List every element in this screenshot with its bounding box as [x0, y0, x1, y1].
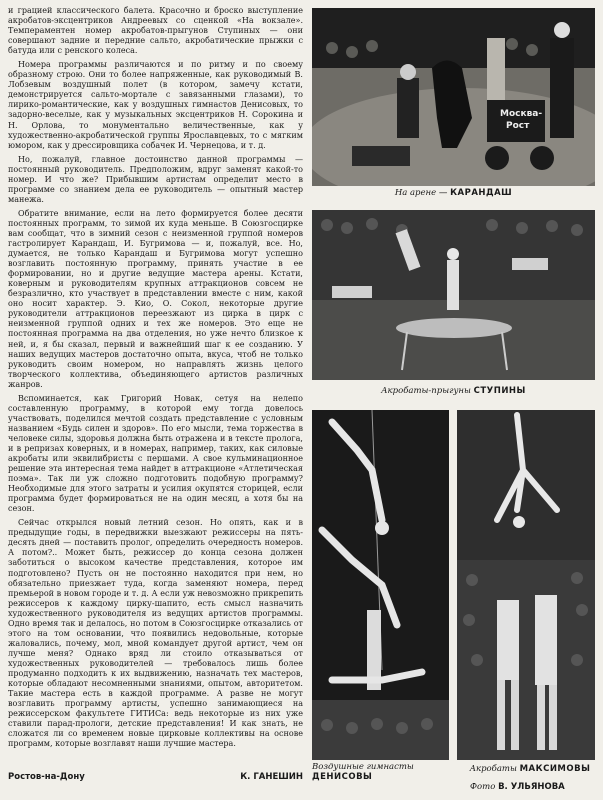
photo-maksimovy-scene — [457, 410, 595, 760]
photo-karandash — [312, 8, 595, 186]
cart-sign-line2: Рост — [506, 121, 530, 131]
photo-stupiny — [312, 210, 595, 380]
photo-denisovy-scene — [312, 410, 449, 760]
caption-karandash: На арене — КАРАНДАШ — [394, 188, 513, 198]
article-paragraph-4: Обратите внимание, если на лето формируется более десяти постоянных программ, то зимой их куда меньше. В Союзгосцирке вам сообщат, что в зимний сезон с неизменной группой номеров гастролирует Карандаш, И. Бугримова — и, пожалуй, все. Но, думается, не только Карандаш и Бугримова могут успешно возглавить постоянную программу, принять участие в ее формировании, но и другие ведущие мастера арены. Кстати, коверным и руководителям крупных аттракционов совсем не безразлично, кто участвует в представлении вместе с ним, какой оно носит характер. Э. Кио, О. Сокол, некоторые другие руководители аттракционов переезжают из цирка в цирк с неизменной группой одних и тех же номеров. Это еще не постоянная программа на два отделения, но уже нечто близкое к ней, и, я бы сказал, первый и важнейший шаг к ее созданию. У наших ведущих мастеров достаточно опыта, вкуса, чтоб не только руководить своим номером, но направлять жизнь целого творческого коллектива, объединяющего артистов различных жанров. — [8, 208, 303, 389]
dateline-city: Ростов-на-Дону — [8, 772, 85, 782]
article-paragraph-2: Номера программы различаются и по ритму и по своему образному строю. Они то более напряженные, как руководимый В. Лобзевым воздушный полет (в котором, замечу кстати, демонстрируется сальто-мортале с завязанными глазами), то лирико-романтические, как у воздушных гимнастов Денисовых, то задорно-веселые, как у музыкальных эксцентриков Н. Сорокина и Н. Орлова, то монументально величественные, как у художественно-акробатической группы Ярославцевых, то с мягким юмором, как у дрессировщика собачек И. Чернецова, и т. д. — [8, 60, 303, 150]
cart-sign-line1: Москва- — [500, 109, 543, 119]
article-paragraph-6: Сейчас открылся новый летний сезон. Но опять, как и в предыдущие годы, в передвижки выезжают режиссеры на пять-десять дней — поставить пролог, определить очередность номеров. А потом?.. Может быть, режиссер до конца сезона должен заботиться о высоком качестве представления, которое им подготовлено? Пусть он не постоянно находится при нем, но обязательно приезжает туда, когда заменяют номера, перед премьерой в новом городе и т. д. А если уж невозможно прикрепить режиссеров к каждому цирку-шапито, есть смысл назначить художественного руководителя из ведущих артистов программы. Одно время так и делалось, но потом в Союзгосцирке отказались от этого на том основании, что появились недовольные, которые жаловались, почему, мол, мной командует другой артист, чем он лучше меня? Однако вряд ли стоило отказываться от художественных руководителей — требовалось лишь более продуманно подходить к их выдвижению, назначать тех мастеров, которые обладают несомненными знаниями, опытом, авторитетом. Такие мастера есть в каждой программе. А разве не могут возглавить программу артисты, успешно занимающиеся на режиссерском факультете ГИТИСа: ведь некоторые из них уже ставили парад-прологи, детские представления! И как знать, не сложатся ли со временем новые цирковые коллективы на основе программ, которые возглавят наши лучшие мастера. — [8, 518, 303, 748]
caption-stupiny: Акробаты-прыгуны СТУПИНЫ — [381, 386, 526, 396]
photo-credit: Фото В. УЛЬЯНОВА — [470, 782, 565, 792]
article-paragraph-1: и грацией классического балета. Красочно и броско выступление акробатов-эксцентриков Андреевых со сценкой «На вокзале». Темпераментен номер акробатов-прыгунов Ступиных — они совершают задние и передние сальто, акробатические прыжки с батуда или с ренского колеса. — [8, 6, 303, 56]
article-paragraph-5: Вспоминается, как Григорий Новак, сетуя на нелепо составленную программу, в которой ему тогда довелось участвовать, поделился мечтой создать представление с условным названием «Будь силен и здоров». По его мысли, тема торжества в человеке силы, здоровья должна быть отражена и в тексте пролога, и в репризах коверных, и в номерах, например, таких, как силовые акробаты или эквилибристы с першами. А свое кульминационное решение эта интересная тема найдет в аттракционе «Атлетическая поэма». Так ли уж сложно подготовить подобную программу? Необходимые для этого затраты и усилия окупятся сторицей, если программа будет формироваться не на один месяц, а хотя бы на сезон. — [8, 393, 303, 514]
photo-denisovy — [312, 410, 449, 760]
photo-karandash-scene — [312, 8, 595, 186]
article-signature — [8, 772, 303, 786]
author-name: К. ГАНЕШИН — [240, 772, 303, 782]
caption-denisovy: Воздушные гимнасты ДЕНИСОВЫ — [312, 762, 414, 782]
photo-maksimovy — [457, 410, 595, 760]
article-paragraph-3: Но, пожалуй, главное достоинство данной программы — постоянный руководитель. Предположим, вдруг заменят какой-то номер. И что же? Прибывшим артистам определит место в программе со знанием дела ее руководитель — опытный мастер манежа. — [8, 154, 303, 204]
article-text-column — [8, 6, 303, 748]
photo-stupiny-scene — [312, 210, 595, 380]
caption-maksimovy: Акробаты МАКСИМОВЫ — [469, 764, 591, 774]
